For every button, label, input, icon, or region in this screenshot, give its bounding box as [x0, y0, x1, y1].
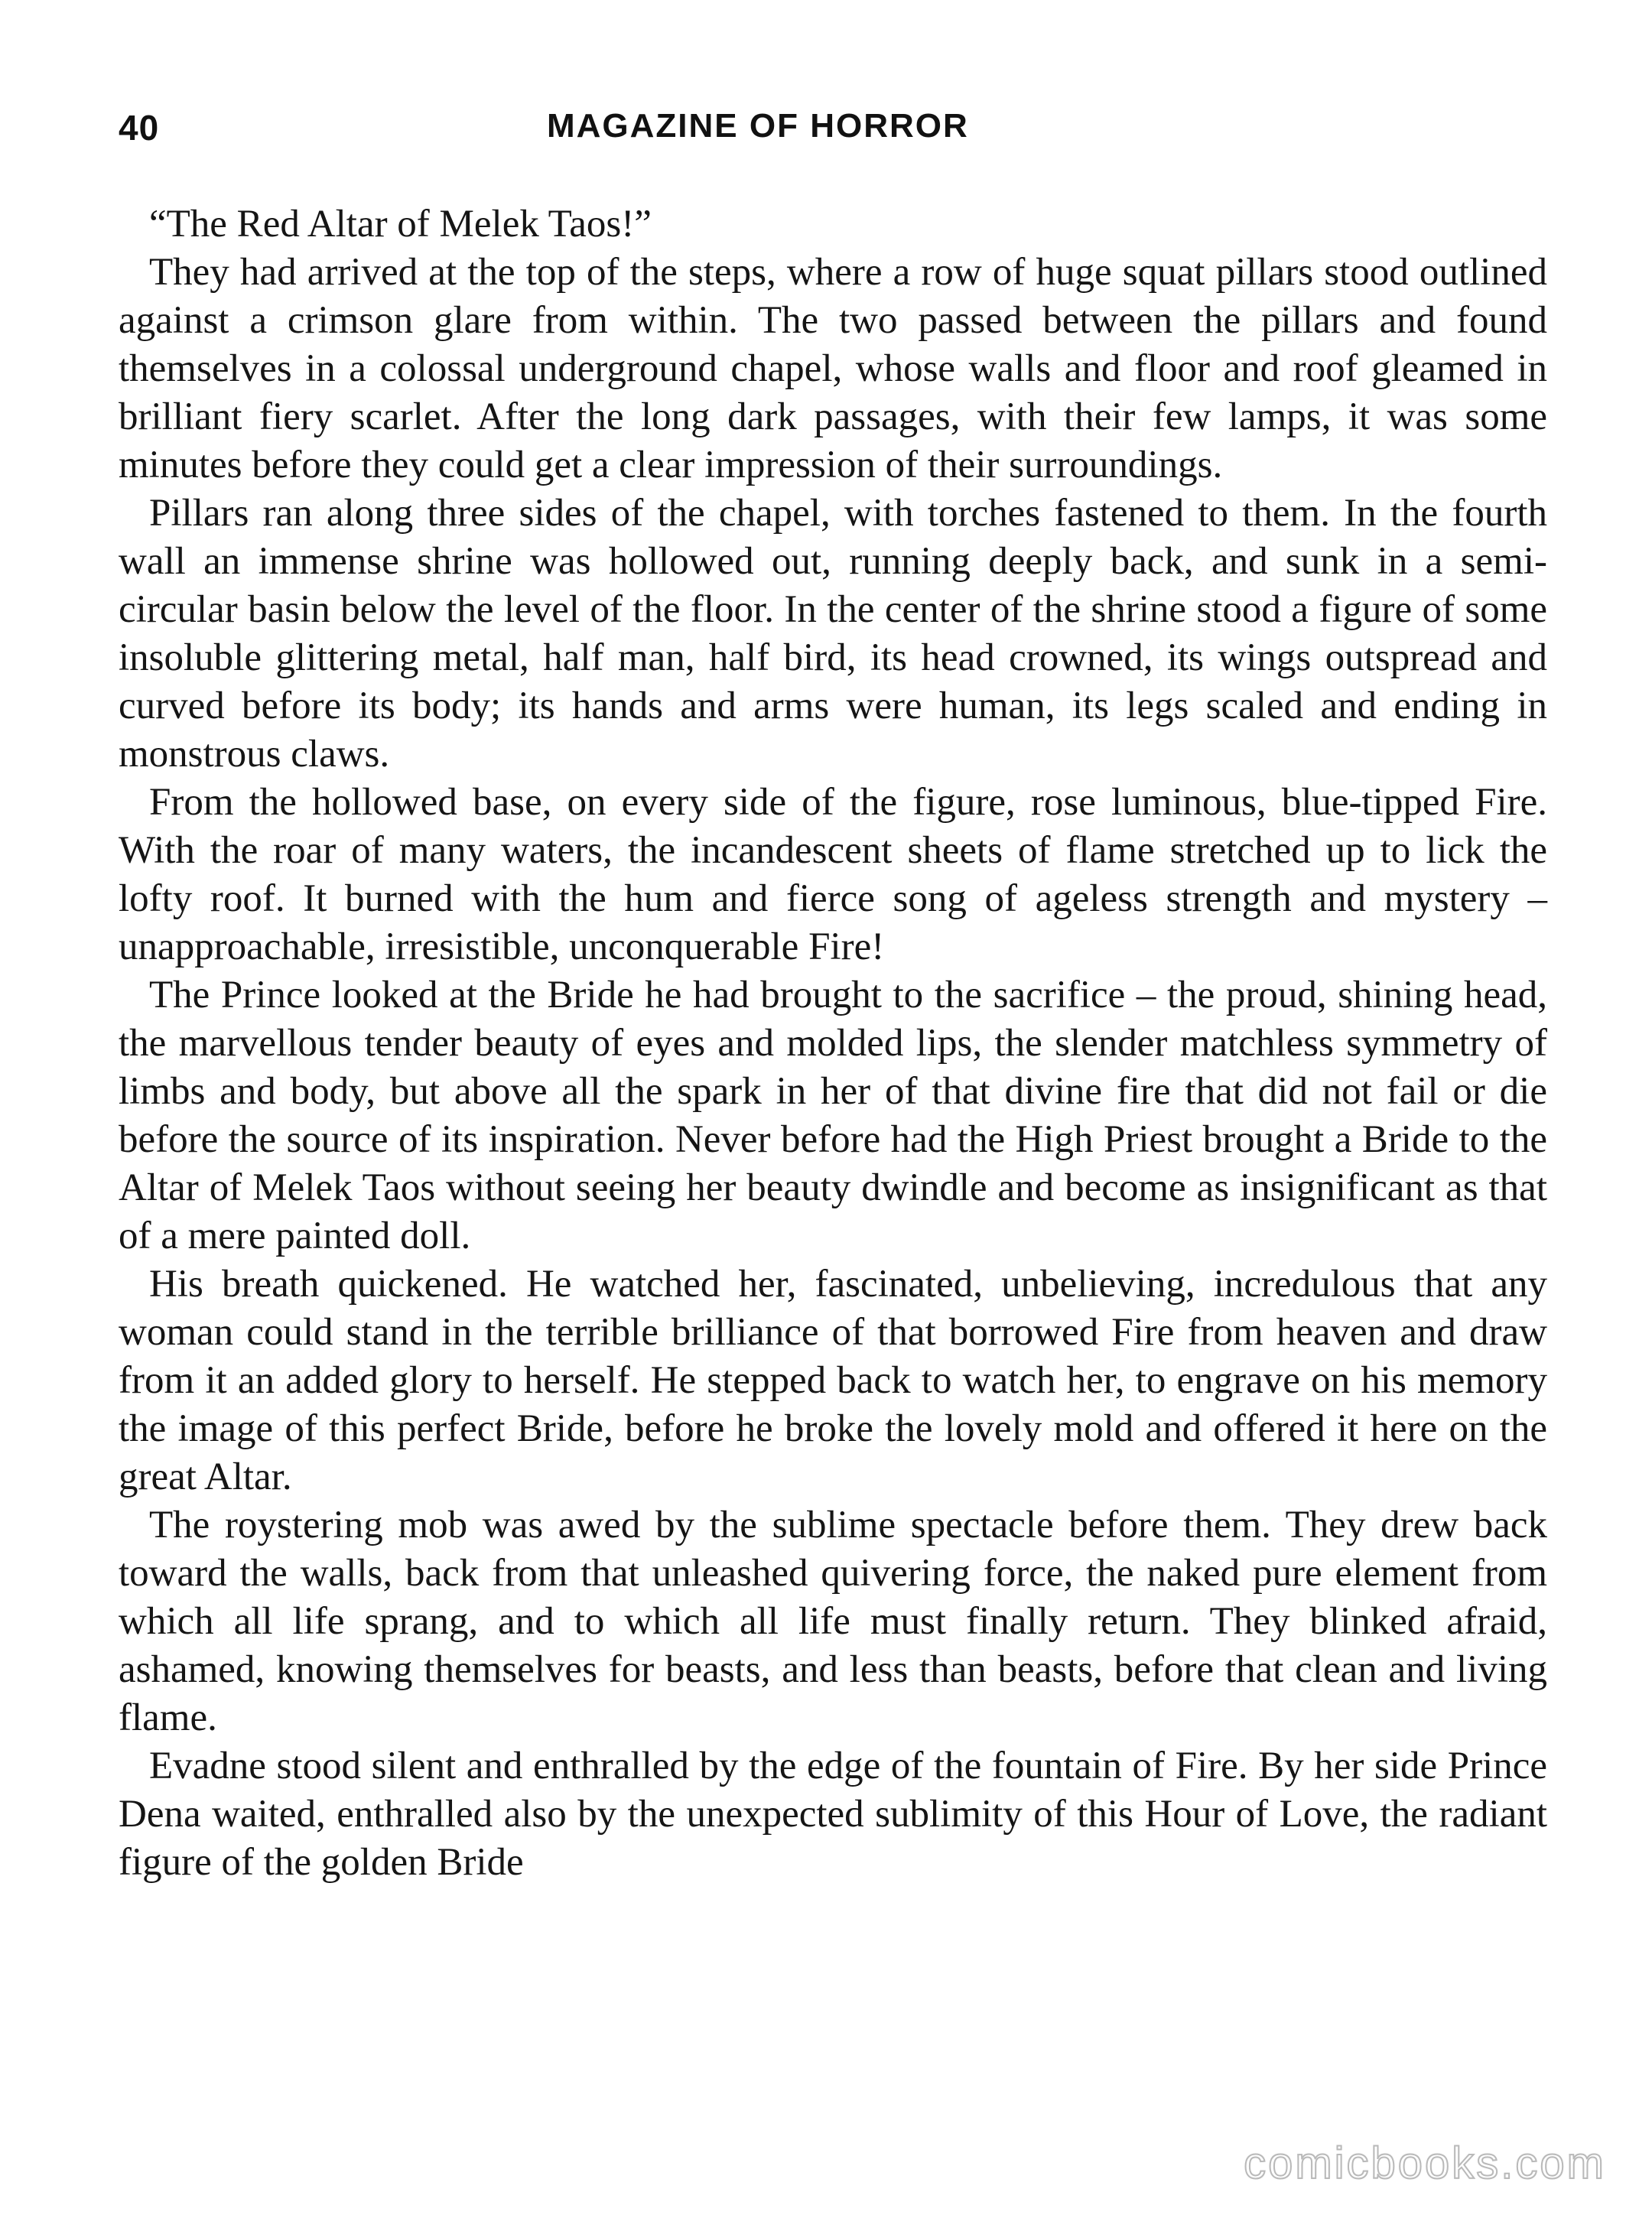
- paragraph: Evadne stood silent and enthralled by the edge of the fountain of Fire. By her side Prince Dena waited, enthralled also by the unexpected sublimity of this Hour of Love, the radiant figure of the golden Bride: [119, 1745, 1547, 1884]
- paragraph: Pillars ran along three sides of the chapel, with torches fastened to them. In the fourth wall an immense shrine was hollowed out, running deeply back, and sunk in a semi-circular basin below the level of the floor. In the center of the shrine stood a figure of some insoluble glittering metal, half man, half bird, its head crowned, its wings outspread and curved before its body; its hands and arms were human, its legs scaled and ending in monstrous claws.: [119, 492, 1547, 776]
- paragraph: The Prince looked at the Bride he had brought to the sacrifice – the proud, shining head, the marvellous tender beauty of eyes and molded lips, the slender matchless symmetry of limbs and body, but above all the spark in her of that divine fire that did not fail or die before the source of its inspiration. Never before had the High Priest brought a Bride to the Altar of Melek Taos without seeing her beauty dwindle and become as insignificant as that of a mere painted doll.: [119, 974, 1547, 1257]
- paragraph: “The Red Altar of Melek Taos!”: [149, 203, 652, 246]
- paragraph: They had arrived at the top of the steps, where a row of huge squat pillars stood outlined against a crimson glare from within. The two passed between the pillars and found themselves in a colossal underground chapel, whose walls and floor and roof gleamed in brilliant fiery scarlet. After the long dark passages, with their few lamps, it was some minutes before they could get a clear impression of their surroundings.: [119, 251, 1547, 486]
- journal-title: MAGAZINE OF HORROR: [547, 107, 969, 145]
- page-number: 40: [119, 108, 160, 148]
- source-watermark: comicbooks.com: [1244, 2138, 1606, 2188]
- paragraph: His breath quickened. He watched her, fascinated, unbelieving, incredulous that any woman could stand in the terrible brilliance of that borrowed Fire from heaven and draw from it an added glory to herself. He stepped back to watch her, to engrave on his memory the image of this perfect Bride, before he broke the lovely mold and offered it here on the great Altar.: [119, 1263, 1547, 1498]
- story-body: [119, 200, 1547, 1887]
- running-head: [119, 107, 1541, 153]
- paragraph: The roystering mob was awed by the sublime spectacle before them. They drew back toward the walls, back from that unleashed quivering force, the naked pure element from which all life sprang, and to which all life must finally return. They blinked afraid, ashamed, knowing themselves for beasts, and less than beasts, before that clean and living flame.: [119, 1504, 1547, 1739]
- paragraph: From the hollowed base, on every side of the figure, rose luminous, blue-tipped Fire. With the roar of many waters, the incandescent sheets of flame stretched up to lick the lofty roof. It burned with the hum and fierce song of ageless strength and mystery – unapproachable, irresistible, unconquerable Fire!: [119, 781, 1547, 968]
